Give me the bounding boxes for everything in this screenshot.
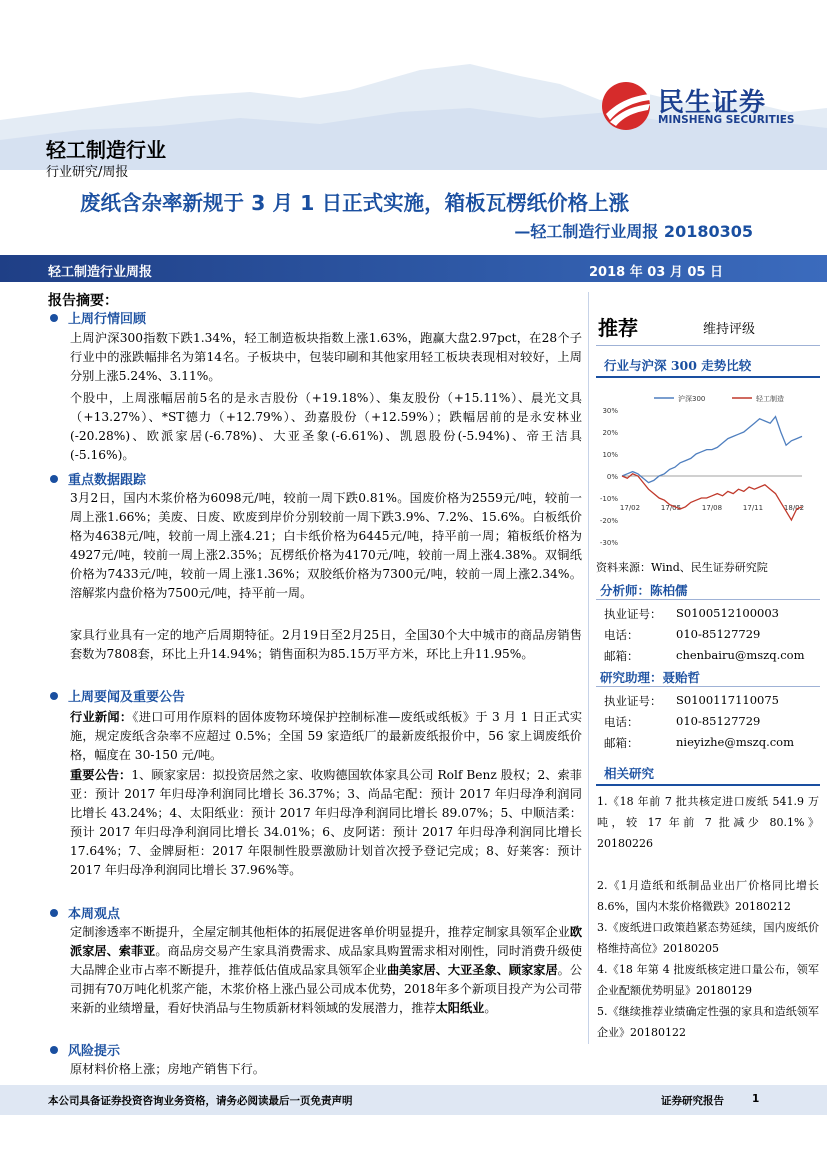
page-number: 1 bbox=[752, 1093, 760, 1105]
y-tick-label: 20% bbox=[602, 429, 618, 437]
paragraph: 家具行业具有一定的地产后周期特征。2月19日至2月25日，全国30个大中城市的商品房销售套数为7808套，环比上升14.94%；销售面积为85.15万平方米，环比上升11.95%。 bbox=[70, 628, 582, 661]
related-heading: 相关研究 bbox=[596, 764, 820, 786]
paragraph-industry-news bbox=[70, 708, 582, 765]
y-tick-label: 10% bbox=[602, 451, 618, 459]
field-value: S0100117110075 bbox=[676, 693, 779, 707]
stock-highlight: 太阳纸业 bbox=[435, 1001, 485, 1015]
performance-chart bbox=[596, 388, 822, 556]
y-tick-label: -10% bbox=[599, 495, 618, 503]
y-tick-label: -30% bbox=[599, 539, 618, 547]
rating-label: 推荐 bbox=[598, 316, 638, 340]
legend-label: 轻工制造 bbox=[756, 395, 784, 403]
brand-name-cn: 民生证券 bbox=[658, 88, 767, 118]
column-divider bbox=[588, 292, 589, 1044]
bullet-icon bbox=[50, 475, 58, 483]
brand-logo-icon bbox=[600, 80, 654, 132]
related-item[interactable]: 1.《18 年前 7 批共核定进口废纸 541.9 万吨，较 17 年前 7 批减少 80.1%》20180226 bbox=[597, 795, 819, 850]
bullet-icon bbox=[50, 909, 58, 917]
document-type: 行业研究/周报 bbox=[46, 165, 129, 180]
brand-name-en: MINSHENG SECURITIES bbox=[658, 114, 795, 126]
y-tick-label: 0% bbox=[606, 473, 618, 481]
footer-disclaimer[interactable]: 本公司具备证券投资咨询业务资格，请务必阅读最后一页免责声明 bbox=[48, 1095, 353, 1107]
section-title-view bbox=[50, 903, 120, 922]
assistant-license bbox=[604, 693, 779, 709]
label-announcements: 重要公告： bbox=[70, 768, 132, 782]
section-title-text: 上周要闻及重要公告 bbox=[68, 690, 186, 705]
x-tick-label: 17/02 bbox=[619, 504, 641, 512]
text-segment: 。 bbox=[484, 1001, 497, 1015]
stock-highlight: 曲美家居、大亚圣象、顾家家居 bbox=[386, 963, 558, 977]
section-title-text: 上周行情回顾 bbox=[68, 312, 147, 327]
section-title-text: 风险提示 bbox=[68, 1044, 121, 1059]
report-date: 2018 年 03 月 05 日 bbox=[589, 265, 723, 280]
field-key: 电话： bbox=[604, 628, 639, 642]
assistant-role: 研究助理：聂贻哲 bbox=[600, 670, 701, 685]
paragraph: 上周沪深300指数下跌1.34%，轻工制造板块指数上涨1.63%，跑赢大盘2.97pct，在28个子行业中的涨跌幅排名为第14名。子板块中，包装印刷和其他家用轻工板块表现相对较好，上周分别上涨5.24%、3.11%。 bbox=[70, 331, 582, 383]
label-industry-news: 行业新闻： bbox=[70, 710, 133, 724]
field-value: S0100512100003 bbox=[676, 606, 779, 620]
announcements-text: 1、顾家家居：拟投资居然之家、收购德国软体家具公司 Rolf Benz 股权；2、索菲亚：预计 2017 年归母净利润同比增长 36.37%；3、尚品宅配：预计 2017 年归母净利润同比增长 43.24%；4、太阳纸业：预计 2017 年归母净利润同比增长 89.07%；5、中顺洁柔：预计 2017 年归母净利润同比增长 34.01%；6、皮阿诺：预计 2017 年归母净利润同比增长 17.64%；7、金牌厨柜：2017 年限制性股票激励计划首次授予登记完成；8、好莱客：预计 2017 年归母净利润同比增长 37.96%等。 bbox=[70, 768, 582, 877]
industry-news-text: 《进口可用作原料的固体废物环境保护控制标准—废纸或纸板》于 3 月 1 日正式实施，规定废纸含杂率不应超过 0.5%；全国 59 家造纸厂的最新废纸报价中，56 家上调废纸价格，幅度在 30-150 元/吨。 bbox=[70, 710, 583, 762]
report-title: 废纸含杂率新规于 3 月 1 日正式实施，箱板瓦楞纸价格上涨 bbox=[80, 191, 630, 215]
y-tick-label: -20% bbox=[599, 517, 618, 525]
field-key: 邮箱： bbox=[604, 736, 639, 750]
legend-label: 沪深300 bbox=[678, 395, 706, 403]
text-segment: 。商品房交易产生家具消费需求、成品家具购置需求相对刚性，同时消费升级使大品牌企业市占率不断提升，推荐低估值成品家具领军企业 bbox=[70, 944, 583, 977]
report-subtitle: —轻工制造行业周报 20180305 bbox=[514, 222, 753, 241]
paragraph: 3月2日，国内木浆价格为6098元/吨，较前一周下跌0.81%。国废价格为2559元/吨，较前一周上涨1.66%；美废、日废、欧废到岸价分别较前一周下跌3.9%、7.2%、15.6%。白板纸价格为4638元/吨，较前一周上涨4.21；白卡纸价格为6445元/吨，持平前一周；箱板纸价格为4927元/吨，较前一周上涨2.35%；瓦楞纸价格为4170元/吨，较前一周上涨4.38%。双铜纸价格为7433元/吨，较前一周上涨1.36%；双胶纸价格为7300元/吨，较前一周上涨2.34%。溶解浆内盘价格为7500元/吨，持平前一周。 bbox=[70, 491, 582, 600]
analyst-license bbox=[604, 606, 779, 622]
divider bbox=[596, 345, 820, 346]
chart-source: 资料来源：Wind、民生证券研究院 bbox=[596, 561, 768, 574]
section-title-text: 重点数据跟踪 bbox=[68, 473, 147, 488]
x-tick-label: 17/08 bbox=[701, 504, 723, 512]
paragraph: 原材料价格上涨；房地产销售下行。 bbox=[70, 1062, 265, 1076]
divider bbox=[596, 686, 820, 687]
brand-logo bbox=[600, 80, 800, 132]
analyst-email bbox=[604, 648, 805, 664]
related-item[interactable]: 2.《1月造纸和纸制品业出厂价格同比增长 8.6%，国内木浆价格微跌》20180212 bbox=[597, 879, 819, 913]
field-key: 邮箱： bbox=[604, 649, 639, 663]
y-tick-label: 30% bbox=[602, 407, 618, 415]
header-bar bbox=[0, 255, 827, 282]
summary-heading: 报告摘要： bbox=[48, 293, 118, 309]
field-key: 电话： bbox=[604, 715, 639, 729]
analyst-role: 分析师：陈柏儒 bbox=[600, 583, 688, 598]
assistant-email bbox=[604, 735, 794, 751]
field-value: 010-85127729 bbox=[676, 714, 761, 728]
related-item[interactable]: 5.《继续推荐业绩确定性强的家具和造纸领军企业》20180122 bbox=[597, 1005, 819, 1039]
stock-highlight: 欧派家居、索菲亚 bbox=[70, 925, 582, 958]
section-title-news bbox=[50, 686, 185, 705]
paragraph-announcements bbox=[70, 766, 582, 880]
text-segment: 。公司拥有70万吨化机浆产能，木浆价格上涨凸显公司成本优势，2018年多个新项目投产为公司带来新的业绩增量，看好快消品与生物质新材料领域的发展潜力，推荐 bbox=[70, 963, 583, 1015]
bullet-icon bbox=[50, 314, 58, 322]
section-title-risk bbox=[50, 1040, 120, 1059]
paragraph: 个股中，上周涨幅居前5名的是永吉股份（+19.18%）、集友股份（+15.11%）、晨光文具（+13.27%）、*ST德力（+12.79%）、劲嘉股份（+12.59%）；跌幅居前的是永安林业(-20.28%)、欧派家居(-6.78%)、大亚圣象(-6.61%)、凯恩股份(-5.94%)、帝王洁具(-5.16%)。 bbox=[70, 391, 582, 462]
field-key: 执业证号： bbox=[604, 694, 662, 708]
field-value[interactable]: chenbairu@mszq.com bbox=[676, 648, 805, 662]
industry-name: 轻工制造行业 bbox=[46, 138, 166, 162]
related-item[interactable]: 3.《废纸进口政策趋紧态势延续，国内废纸价格维持高位》20180205 bbox=[597, 921, 819, 955]
field-key: 执业证号： bbox=[604, 607, 662, 621]
section-title-text: 本周观点 bbox=[68, 907, 121, 922]
series-line-hs300 bbox=[622, 417, 802, 483]
assistant-phone bbox=[604, 714, 761, 730]
paragraph-weekly-view bbox=[70, 923, 582, 1018]
field-value[interactable]: nieyizhe@mszq.com bbox=[676, 735, 794, 749]
x-tick-label: 17/11 bbox=[742, 504, 764, 512]
section-title-data bbox=[50, 469, 146, 488]
series-line-light-industry bbox=[619, 474, 805, 520]
section-title-market bbox=[50, 308, 146, 327]
x-tick-label: 17/05 bbox=[660, 504, 682, 512]
analyst-phone bbox=[604, 627, 761, 643]
chart-heading: 行业与沪深 300 走势比较 bbox=[596, 356, 820, 378]
footer-report-type: 证券研究报告 bbox=[661, 1095, 724, 1107]
bullet-icon bbox=[50, 692, 58, 700]
related-item[interactable]: 4.《18 年第 4 批废纸核定进口量公布，领军企业配额优势明显》20180129 bbox=[597, 963, 819, 997]
field-value: 010-85127729 bbox=[676, 627, 761, 641]
header-bar-label: 轻工制造行业周报 bbox=[48, 265, 153, 280]
footer bbox=[0, 1085, 827, 1115]
x-tick-label: 18/02 bbox=[783, 504, 805, 512]
text-segment: 定制渗透率不断提升，全屋定制其他柜体的拓展促进客单价明显提升，推荐定制家具领军企业 bbox=[70, 925, 570, 939]
bullet-icon bbox=[50, 1046, 58, 1054]
divider bbox=[596, 599, 820, 600]
rating-note: 维持评级 bbox=[703, 322, 756, 337]
